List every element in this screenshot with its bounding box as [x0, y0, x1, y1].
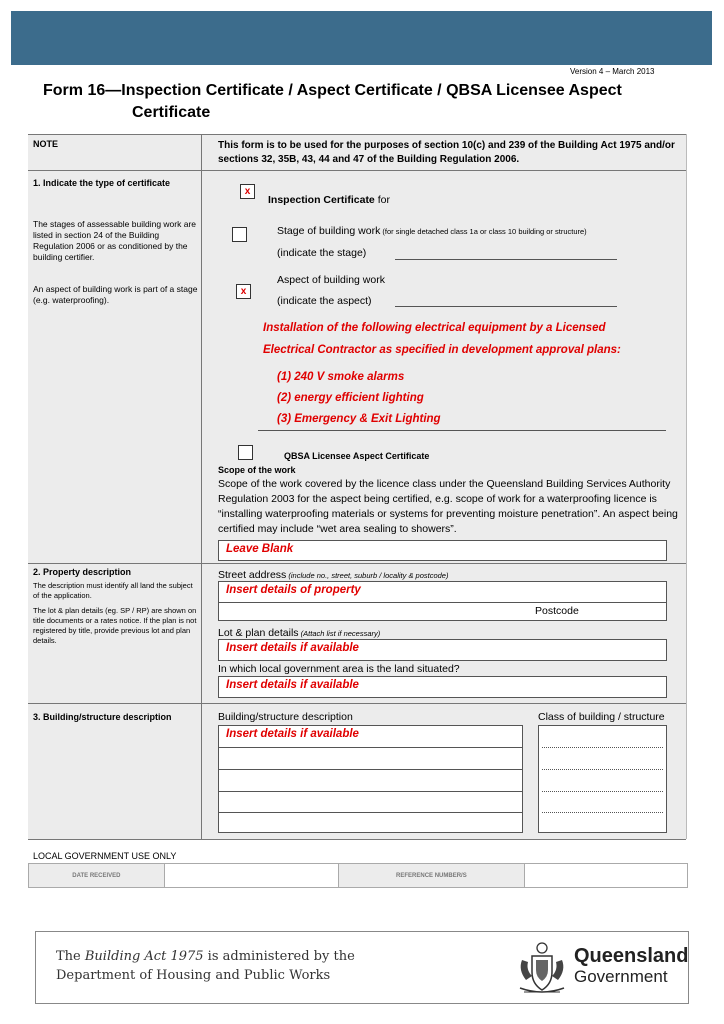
qbsa-label: QBSA Licensee Aspect Certificate	[284, 451, 430, 461]
footer-text	[56, 947, 355, 985]
scope-heading: Scope of the work	[218, 465, 296, 475]
section1-side-text1: The stages of assessable building work are listed in section 24 of the Building Regulation 2006 or as conditioned by the building certifier.	[33, 219, 197, 262]
inspection-certificate-for: for	[374, 194, 390, 206]
inspection-certificate-checkbox[interactable]: x	[240, 184, 255, 199]
lot-plan-label	[218, 627, 380, 639]
reference-field[interactable]	[525, 864, 688, 888]
install-item-1: (1) 240 V smoke alarms	[277, 371, 405, 383]
date-received-label: DATE RECEIVED	[29, 864, 165, 888]
lgu-heading: LOCAL GOVERNMENT USE ONLY	[33, 851, 177, 861]
footer-line2: Department of Housing and Public Works	[56, 968, 331, 983]
table-right-border	[686, 134, 687, 839]
class-row-line	[542, 747, 663, 748]
structure-desc-value: Insert details if available	[226, 728, 359, 740]
class-label: Class of building / structure	[538, 711, 665, 723]
leave-blank-field[interactable]	[218, 540, 667, 561]
section3-side	[28, 703, 201, 839]
note-label: NOTE	[33, 139, 59, 149]
structure-desc-label: Building/structure description	[218, 711, 353, 723]
lgu-table	[28, 863, 688, 888]
divider	[28, 134, 686, 135]
indicate-aspect-label: (indicate the aspect)	[277, 295, 372, 307]
install-text-line1: Installation of the following electrical equipment by a Licensed	[263, 322, 606, 334]
aspect-input-line[interactable]	[395, 306, 617, 307]
footer-line1	[56, 947, 355, 966]
lga-label: In which local government area is the land situated?	[218, 663, 460, 675]
desc-row-line	[219, 812, 522, 813]
section2-heading: 2. Property description	[33, 567, 132, 577]
postcode-label: Postcode	[535, 605, 579, 617]
class-field[interactable]	[538, 725, 667, 833]
logo-government: Government	[574, 967, 668, 986]
divider	[28, 839, 686, 840]
lga-value: Insert details if available	[226, 679, 359, 691]
version-label: Version 4 – March 2013	[570, 67, 655, 76]
form-title-line2: Certificate	[132, 104, 211, 121]
date-received-field[interactable]	[164, 864, 338, 888]
leave-blank-text: Leave Blank	[226, 543, 294, 555]
structure-desc-field[interactable]	[218, 725, 523, 833]
install-item-3: (3) Emergency & Exit Lighting	[277, 413, 441, 425]
queensland-crest-icon	[514, 938, 570, 998]
footer-line1-post: is administered by the	[203, 949, 355, 964]
section1-heading: 1. Indicate the type of certificate	[33, 178, 171, 188]
stage-of-work-label: Stage of building work	[277, 225, 381, 237]
lot-label: Lot & plan details	[218, 627, 299, 639]
street-label: Street address	[218, 569, 287, 581]
stage-hint: (for single detached class 1a or class 10 building or structure)	[380, 227, 587, 236]
section3-heading: 3. Building/structure description	[33, 712, 172, 722]
reference-label: REFERENCE NUMBER/S	[338, 864, 525, 888]
logo-queensland: Queensland	[574, 945, 689, 967]
divider	[28, 703, 686, 704]
stage-checkbox[interactable]	[232, 227, 247, 242]
property-value: Insert details of property	[226, 584, 361, 596]
install-text-line2: Electrical Contractor as specified in development approval plans:	[263, 344, 621, 356]
qbsa-checkbox[interactable]	[238, 445, 253, 460]
desc-row-line	[219, 769, 522, 770]
class-row-line	[542, 812, 663, 813]
inspection-certificate-title: Inspection Certificate	[268, 194, 375, 206]
class-row-line	[542, 791, 663, 792]
section2-side-text2: The lot & plan details (eg. SP / RP) are shown on title documents or a rates notice. If the plan is not registered by title, provide previous lot and plan details.	[33, 606, 197, 645]
form-title-line1: Form 16—Inspection Certificate / Aspect Certificate / QBSA Licensee Aspect	[43, 82, 622, 99]
street-address-field[interactable]	[218, 581, 667, 621]
footer-line1-pre: The	[56, 949, 85, 964]
desc-row-line	[219, 747, 522, 748]
note-text: This form is to be used for the purposes of section 10(c) and 239 of the Building Act 1975 and/or sections 32, 35B, 43, 44 and 47 of the Building Regulation 2006.	[218, 140, 675, 165]
column-divider	[201, 134, 202, 839]
aspect-checkbox[interactable]: x	[236, 284, 251, 299]
aspect-underline	[258, 430, 666, 431]
section1-side-text2: An aspect of building work is part of a stage (e.g. waterproofing).	[33, 284, 198, 305]
section2-side-text1: The description must identify all land the subject of the application.	[33, 581, 193, 600]
street-hint: (include no., street, suburb / locality & postcode)	[286, 571, 449, 580]
street-address-label	[218, 569, 448, 581]
scope-text: Scope of the work covered by the licence class under the Queensland Building Services Authority Regulation 2003 for the aspect being certified, e.g. scope of work for a waterproofing licence is “installing waterproofing materials or systems for preventing moisture penetration”. An aspect being certified may include “wet area sealing to showers”.	[218, 478, 678, 535]
inspection-certificate-label	[268, 194, 390, 206]
stage-input-line[interactable]	[395, 259, 617, 260]
divider	[28, 170, 686, 171]
footer-box	[35, 931, 689, 1004]
indicate-stage-label: (indicate the stage)	[277, 247, 367, 259]
form-title	[43, 80, 683, 124]
footer-act-name: Building Act 1975	[84, 949, 204, 964]
divider	[28, 563, 686, 564]
aspect-label: Aspect of building work	[277, 274, 385, 286]
lot-plan-field[interactable]	[218, 639, 667, 661]
street-field-divider	[219, 602, 666, 603]
desc-row-line	[219, 791, 522, 792]
top-banner	[11, 11, 712, 65]
class-row-line	[542, 769, 663, 770]
lot-hint: (Attach list if necessary)	[298, 629, 381, 638]
lot-value: Insert details if available	[226, 642, 359, 654]
stage-label	[277, 225, 587, 237]
install-item-2: (2) energy efficient lighting	[277, 392, 424, 404]
lga-field[interactable]	[218, 676, 667, 698]
